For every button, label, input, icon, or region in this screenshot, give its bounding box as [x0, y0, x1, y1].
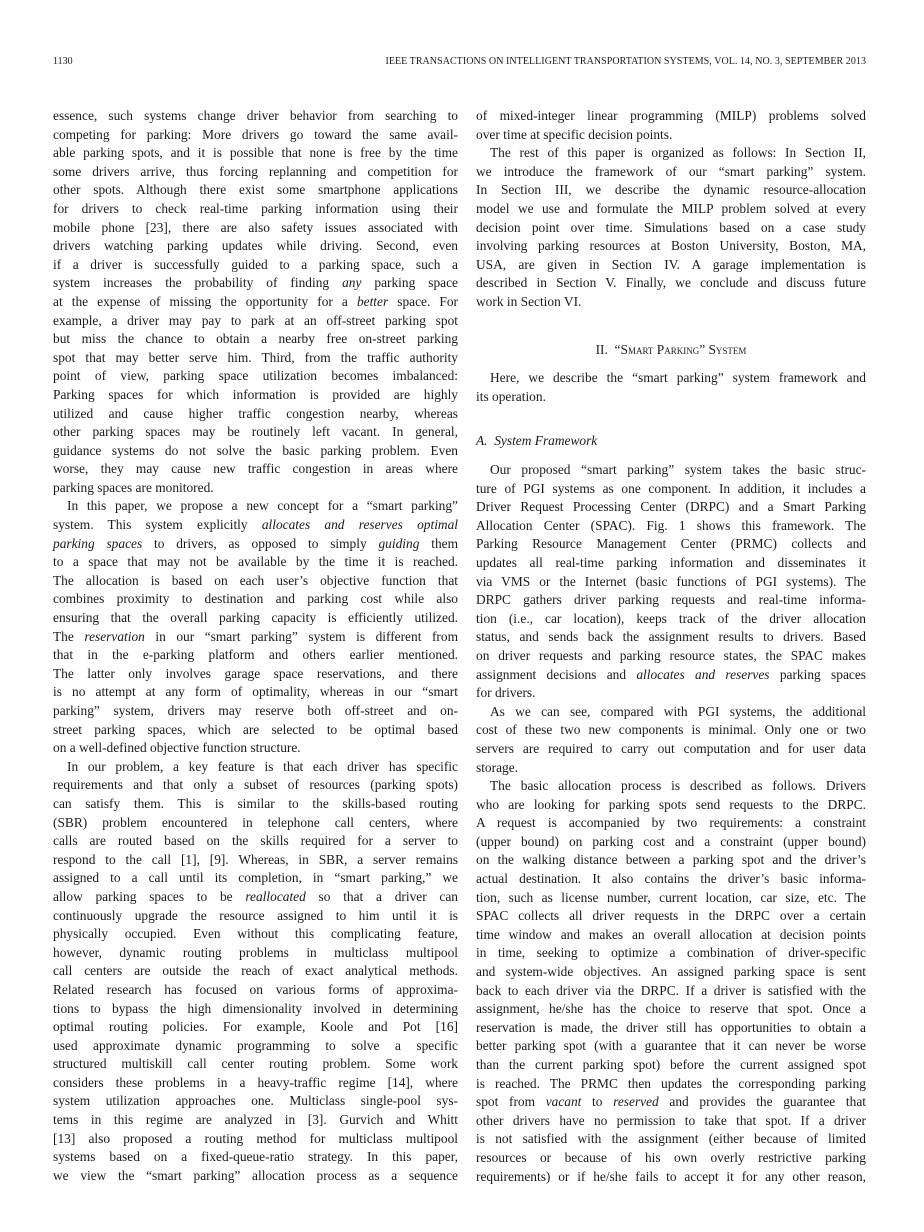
line-text: Driver Request Processing Center (DRPC) and a Smart Parking [476, 499, 866, 515]
text-line [476, 944, 866, 963]
line-text: essence, such systems change driver behavior from searching to [53, 108, 458, 123]
line-text: its operation. [476, 388, 546, 404]
left-column-body [53, 107, 458, 1185]
line-text: reservation is made, the driver still has opportunities to obtain a [476, 1019, 866, 1035]
text-line [53, 126, 458, 145]
line-text: The latter only involves garage space reservations, and there [53, 665, 458, 681]
text-line [53, 776, 458, 795]
emphasized-text: reservation [84, 628, 145, 644]
line-text: combines proximity to destination and parking cost while also [53, 591, 458, 607]
text-line [53, 869, 458, 888]
text-line [53, 646, 458, 665]
section-number: II. [595, 342, 608, 357]
text-line [476, 388, 866, 407]
text-line [476, 982, 866, 1001]
line-text: in our “smart parking” system is different from [144, 628, 458, 644]
text-line [476, 963, 866, 982]
text-line [476, 796, 866, 815]
line-text: spot from [476, 1094, 546, 1110]
text-line [476, 721, 866, 740]
text-line [476, 870, 866, 889]
text-line [53, 851, 458, 870]
line-text: The [53, 628, 85, 644]
emphasized-text: reallocated [245, 888, 306, 904]
text-line [53, 293, 458, 312]
line-text: (SBR) problem encountered in telephone call centers, where [53, 814, 458, 830]
line-text: is not satisfied with the assignment (either because of limited [476, 1131, 866, 1147]
line-text: respond to the call [1], [9]. Whereas, in SBR, a server remains [53, 851, 458, 867]
text-line [53, 200, 458, 219]
line-text: cost of these two new components is minimal. Only one or two [476, 722, 866, 738]
line-text: drivers watching parking updates while driving. Second, even [53, 238, 458, 254]
subsection-heading [476, 432, 597, 451]
paragraph [476, 461, 866, 703]
emphasized-text: vacant [545, 1094, 582, 1110]
line-text: and provides the guarantee that [658, 1094, 866, 1110]
line-text: As we can see, compared with PGI systems, the additional [490, 703, 866, 719]
line-text: on a well-defined objective function structure. [53, 740, 301, 756]
text-line [476, 144, 866, 163]
line-text: allow parking spaces to be [53, 888, 246, 904]
line-text: Related research has focused on various forms of approxima- [53, 981, 458, 997]
text-line [476, 1056, 866, 1075]
text-line [53, 1167, 458, 1186]
text-line [476, 554, 866, 573]
line-text: continuously upgrade the resource assigned to him until it is [53, 907, 458, 923]
text-line [476, 777, 866, 796]
line-text: tion, such as license number, current location, car size, etc. The [476, 889, 866, 905]
page-number: 1130 [53, 56, 73, 67]
text-line [53, 739, 458, 758]
line-text: however, dynamic routing problems in multiclass multipool [53, 944, 458, 960]
text-line [53, 1111, 458, 1130]
text-line [53, 181, 458, 200]
line-text: assigned to a call until its completion, in “smart parking,” we [53, 870, 458, 886]
line-text: but miss the chance to obtain a nearby free on-street parking [53, 331, 458, 347]
line-text: spot that may better serve him. Third, from the traffic authority [53, 349, 458, 365]
text-line [476, 591, 866, 610]
text-line [53, 442, 458, 461]
line-text: time window and makes an overall allocation at decision points [476, 926, 866, 942]
line-text: considers these problems in a heavy-traffic regime [14], where [53, 1074, 458, 1090]
line-text: ture of PGI systems as one component. In addition, it includes a [476, 480, 866, 496]
line-text: so that a driver can [305, 888, 458, 904]
line-text: In our problem, a key feature is that each driver has specific [67, 758, 458, 774]
line-text: in time, seeking to optimize a combination of driver-specific [476, 945, 866, 961]
line-text: parking space [361, 275, 458, 291]
text-line [53, 981, 458, 1000]
line-text: street parking spaces, which are selected to be optimal based [53, 721, 458, 737]
text-line [476, 1037, 866, 1056]
line-text: better parking spot (with a guarantee that it can never be worse [476, 1038, 866, 1054]
line-text: example, a driver may pay to park at an off-street parking spot [53, 312, 458, 328]
text-line [53, 1055, 458, 1074]
text-line [53, 349, 458, 368]
text-line [476, 926, 866, 945]
line-text: and system-wide objectives. An assigned parking space is sent [476, 964, 866, 980]
line-text: that in the e-parking platform and others earlier mentioned. [53, 647, 458, 663]
line-text: mobile phone [23], there are also safety issues associated with [53, 219, 458, 235]
text-line [476, 293, 866, 312]
line-text: on driver requests and parking resource states, the SPAC makes [476, 647, 866, 663]
text-line [53, 962, 458, 981]
emphasized-text: guiding [378, 535, 420, 551]
text-line [53, 460, 458, 479]
text-line [476, 684, 866, 703]
line-text: to [581, 1094, 614, 1110]
paragraph [476, 107, 866, 144]
text-line [476, 814, 866, 833]
text-line [53, 702, 458, 721]
text-line [476, 369, 866, 388]
text-line [53, 758, 458, 777]
line-text: systems based on a fixed-queue-ratio strategy. In this paper, [53, 1149, 458, 1165]
line-text: The basic allocation process is described as follows. Drivers [490, 778, 866, 794]
text-line [476, 1019, 866, 1038]
line-text: to a space that may not be available by the time it is reached. [53, 554, 458, 570]
line-text: can satisfy them. This is similar to the skills-based routing [53, 795, 458, 811]
line-text: calls are routed based on the skills required for a server to [53, 833, 458, 849]
text-line [53, 144, 458, 163]
text-line [53, 925, 458, 944]
line-text: Parking Resource Management Center (PRMC) collects and [476, 536, 866, 552]
line-text: worse, they may cause new traffic congestion in areas where [53, 461, 458, 477]
text-line [53, 330, 458, 349]
line-text: structured multiskill call center routing problem. Some work [53, 1056, 458, 1072]
line-text: to drivers, as opposed to simply [142, 535, 379, 551]
line-text: for drivers. [476, 685, 536, 701]
text-line [53, 683, 458, 702]
line-text: actual destination. It also contains the driver’s basic informa- [476, 871, 866, 887]
line-text: who are looking for parking spots send requests to the DRPC. [476, 796, 866, 812]
text-line [53, 479, 458, 498]
paragraph [53, 497, 458, 757]
text-line [53, 163, 458, 182]
text-line [53, 367, 458, 386]
text-line [476, 219, 866, 238]
text-line [476, 573, 866, 592]
text-line [53, 907, 458, 926]
line-text: via VMS or the Internet (basic functions of PGI systems). The [476, 573, 866, 589]
text-line [53, 497, 458, 516]
line-text: of mixed-integer linear programming (MILP) problems solved [476, 108, 866, 123]
line-text: used approximate dynamic programming to solve a specific [53, 1037, 458, 1053]
text-line [53, 274, 458, 293]
line-text: call centers are outside the reach of exact analytical methods. [53, 963, 458, 979]
text-line [53, 609, 458, 628]
text-line [53, 219, 458, 238]
line-text: SPAC collects all driver requests in the DRPC over a certain [476, 908, 866, 924]
text-line [476, 833, 866, 852]
line-text: DRPC gathers driver parking requests and real-time informa- [476, 592, 866, 608]
line-text: work in Section VI. [476, 293, 582, 309]
paragraph [53, 758, 458, 1186]
line-text: requirements) or if he/she fails to accept it for any other reason, [476, 1168, 866, 1184]
line-text: other spots. Although there exist some smartphone applications [53, 182, 458, 198]
text-line [476, 517, 866, 536]
line-text: if a driver is successfully guided to a parking space, such a [53, 256, 458, 272]
text-line [53, 107, 458, 126]
line-text: resources or because of his own overly restrictive parking [476, 1149, 866, 1165]
paragraph [476, 777, 866, 1186]
text-line [476, 759, 866, 778]
text-line [476, 535, 866, 554]
line-text: tion (i.e., car location), keeps track of the driver allocation [476, 610, 866, 626]
text-line [476, 1168, 866, 1187]
text-line [53, 1037, 458, 1056]
line-text: parking spaces are monitored. [53, 479, 214, 495]
line-text: servers are required to carry out computation and for user data [476, 740, 866, 756]
emphasized-text: allocates and reserves [636, 666, 770, 682]
line-text: them [419, 535, 458, 551]
line-text: Our proposed “smart parking” system takes the basic struc- [490, 462, 866, 477]
section-intro [476, 369, 866, 406]
line-text: assignment decisions and [476, 666, 637, 682]
text-line [53, 590, 458, 609]
paragraph [476, 703, 866, 777]
line-text: In Section III, we describe the dynamic resource-allocation [476, 182, 866, 198]
line-text: described in Section V. Finally, we conclude and discuss future [476, 275, 866, 291]
text-line [476, 628, 866, 647]
line-text: requirements and that only a subset of resources (parking spots) [53, 777, 458, 793]
text-line [53, 1018, 458, 1037]
line-text: other parking spaces may be routinely left vacant. In general, [53, 424, 458, 440]
line-text: The rest of this paper is organized as follows: In Section II, [490, 145, 866, 161]
line-text: utilized and cause higher traffic congestion nearby, whereas [53, 405, 458, 421]
system-framework-body [476, 461, 866, 1186]
text-line [53, 256, 458, 275]
text-line [476, 889, 866, 908]
text-line [476, 200, 866, 219]
emphasized-text: parking spaces [53, 535, 143, 551]
text-line [53, 1130, 458, 1149]
emphasized-text: reserved [613, 1094, 659, 1110]
line-text: Parking spaces for which information is provided are highly [53, 386, 458, 402]
line-text: model we use and formulate the MILP problem solved at every [476, 200, 866, 216]
running-title: IEEE TRANSACTIONS ON INTELLIGENT TRANSPORTATION SYSTEMS, VOL. 14, NO. 3, SEPTEMBER 2013 [385, 56, 866, 67]
text-line [476, 1130, 866, 1149]
line-text: point of view, parking space utilization becomes imbalanced: [53, 368, 458, 384]
text-line [53, 944, 458, 963]
text-line [53, 628, 458, 647]
line-text: physically occupied. Even without this complicating feature, [53, 926, 458, 942]
text-line [476, 1112, 866, 1131]
text-line [53, 405, 458, 424]
text-line [476, 237, 866, 256]
text-line [476, 907, 866, 926]
line-text: [13] also proposed a routing method for multiclass multipool [53, 1130, 458, 1146]
text-line [476, 1149, 866, 1168]
line-text: is reached. The PRMC then updates the corresponding parking [476, 1075, 866, 1091]
line-text: tems in this regime are analyzed in [3]. Gurvich and Whitt [53, 1112, 458, 1128]
text-line [476, 740, 866, 759]
line-text: able parking spots, and it is possible that none is free by the time [53, 145, 458, 161]
line-text: over time at specific decision points. [476, 126, 673, 142]
text-line [476, 181, 866, 200]
section-title: “Smart Parking” System [614, 342, 747, 357]
text-line [53, 423, 458, 442]
emphasized-text: any [342, 275, 362, 291]
text-line [53, 312, 458, 331]
text-line [476, 163, 866, 182]
emphasized-text: allocates and reserves optimal [261, 517, 458, 533]
text-line [53, 1000, 458, 1019]
subsection-title: System Framework [494, 433, 598, 448]
line-text: other drivers have no permission to take that spot. If a driver [476, 1112, 866, 1128]
text-line [476, 1000, 866, 1019]
text-line [476, 126, 866, 145]
text-line [53, 553, 458, 572]
line-text: we introduce the framework of our “smart parking” system. [476, 163, 866, 179]
text-line [53, 665, 458, 684]
line-text: A request is accompanied by two requirements: a constraint [476, 815, 866, 831]
line-text: The allocation is based on each user’s objective function that [53, 572, 458, 588]
introduction-end [476, 107, 866, 312]
paragraph [476, 369, 866, 406]
line-text: Here, we describe the “smart parking” system framework and [490, 370, 866, 385]
text-line [476, 647, 866, 666]
line-text: on the walking distance between a parking spot and the driver’s [476, 852, 866, 868]
paragraph [53, 107, 458, 497]
text-line [53, 832, 458, 851]
line-text: system. This system explicitly [53, 517, 262, 533]
text-line [476, 480, 866, 499]
line-text: competing for parking: More drivers go toward the same avail- [53, 126, 458, 142]
line-text: decision point over time. Simulations based on a case study [476, 219, 866, 235]
line-text: USA, are given in Section IV. A garage implementation is [476, 256, 866, 272]
text-line [476, 666, 866, 685]
text-line [476, 274, 866, 293]
line-text: (upper bound) on parking cost and a constraint (upper bound) [476, 833, 866, 849]
text-line [53, 237, 458, 256]
text-line [476, 256, 866, 275]
text-line [476, 610, 866, 629]
line-text: guidance systems do not solve the basic parking problem. Even [53, 442, 458, 458]
paragraph [476, 144, 866, 311]
text-line [53, 516, 458, 535]
line-text: tions to bypass the high dimensionality involved in determining [53, 1000, 458, 1016]
line-text: we view the “smart parking” allocation process as a sequence [53, 1167, 458, 1183]
line-text: ensuring that the overall parking capacity is efficiently utilized. [53, 610, 458, 626]
line-text: than the current parking spot) before the current assigned spot [476, 1057, 866, 1072]
text-line [476, 1093, 866, 1112]
emphasized-text: better [356, 293, 389, 309]
line-text: assignment, he/she has the choice to reserve that spot. Once a [476, 1001, 866, 1017]
text-line [476, 1075, 866, 1094]
line-text: status, and sends back the assignment results to drivers. Based [476, 629, 866, 645]
text-line [476, 851, 866, 870]
line-text: Allocation Center (SPAC). Fig. 1 shows this framework. The [476, 517, 866, 533]
text-line [476, 703, 866, 722]
line-text: some drivers arrive, thus forcing replanning and competition for [53, 163, 458, 179]
section-heading [476, 341, 866, 360]
text-line [476, 461, 866, 480]
text-line [53, 721, 458, 740]
text-line [53, 888, 458, 907]
text-line [53, 814, 458, 833]
line-text: updates all real-time parking information and disseminates it [476, 554, 866, 570]
line-text: parking” system, drivers may reserve both off-street and on- [53, 703, 458, 718]
text-line [53, 535, 458, 554]
line-text: In this paper, we propose a new concept for a “smart parking” [67, 498, 458, 514]
line-text: at the expense of missing the opportunity for a [53, 293, 357, 309]
line-text: system utilization approaches one. Multiclass single-pool sys- [53, 1093, 458, 1109]
text-line [53, 386, 458, 405]
text-line [53, 795, 458, 814]
line-text: is no attempt at any form of optimality, whereas in our “smart [53, 684, 458, 700]
line-text: space. For [388, 293, 458, 309]
text-line [53, 1074, 458, 1093]
line-text: parking spaces [769, 666, 866, 682]
text-line [53, 1148, 458, 1167]
line-text: storage. [476, 759, 519, 775]
line-text: back to each driver via the DRPC. If a driver is satisfied with the [476, 982, 866, 998]
line-text: involving parking resources at Boston University, Boston, MA, [476, 238, 866, 254]
text-line [476, 498, 866, 517]
subsection-label: A. [476, 433, 488, 448]
text-line [53, 572, 458, 591]
line-text: for drivers to check real-time parking information using their [53, 200, 458, 216]
text-line [476, 107, 866, 126]
text-line [53, 1092, 458, 1111]
line-text: optimal routing policies. For example, Koole and Pot [16] [53, 1019, 458, 1035]
line-text: system increases the probability of finding [53, 275, 343, 291]
